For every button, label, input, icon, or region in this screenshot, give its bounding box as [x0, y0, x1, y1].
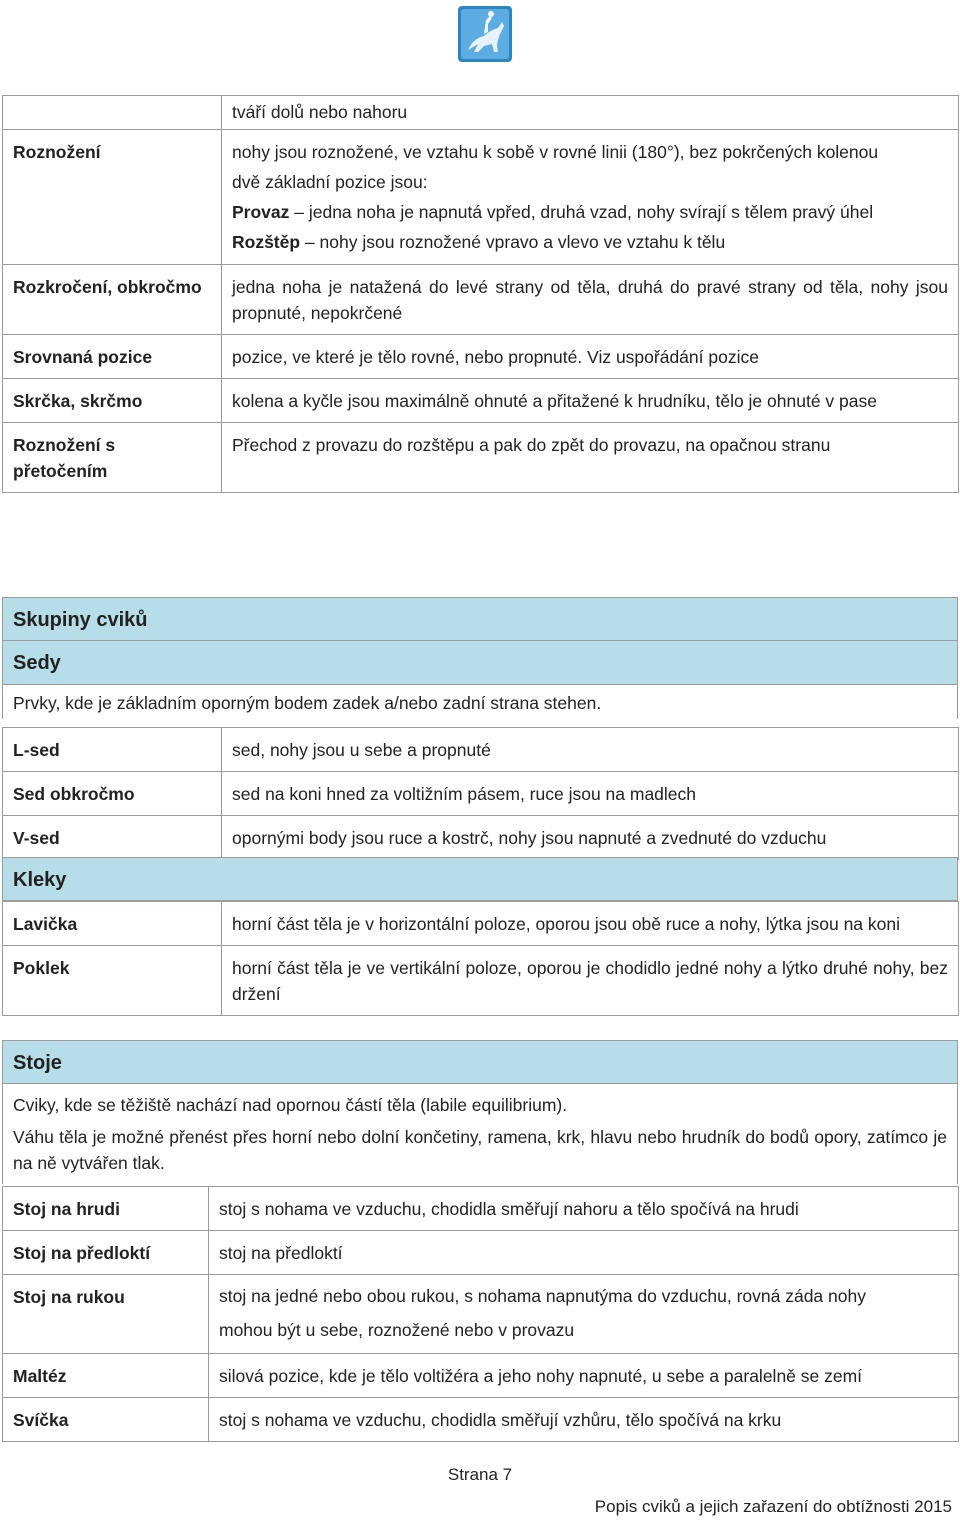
row-label: Roznožení s přetočením — [3, 423, 222, 493]
table-row — [3, 96, 959, 130]
table-row — [3, 772, 959, 816]
row-label: Poklek — [3, 946, 222, 1016]
kleky-heading-wrap — [2, 857, 958, 901]
row-description: nohy jsou roznožené, ve vztahu k sobě v rovné linii (180°), bez pokrčených kolenou dvě základní pozice jsou: Provaz – jedna noha je napnutá vpřed, druhá vzad, nohy svírají s tělem pravý úhel Rozštěp – nohy jsou roznožené vpravo a vlevo ve vztahu k tělu — [222, 130, 959, 265]
row-label — [3, 96, 222, 130]
table-row — [3, 946, 959, 1016]
row-description: kolena a kyčle jsou maximálně ohnuté a přitažené k hrudníku, tělo je ohnuté v pase — [222, 379, 959, 423]
row-label: Stoj na hrudi — [3, 1187, 209, 1231]
row-label: Lavička — [3, 902, 222, 946]
page-number: Strana 7 — [447, 1465, 513, 1484]
row-description: opornými body jsou ruce a kostrč, nohy jsou napnuté a zvednuté do vzduchu — [222, 816, 959, 860]
section-heading-kleky: Kleky — [2, 857, 958, 901]
table-row — [3, 265, 959, 335]
table-row — [3, 728, 959, 772]
row-label: V-sed — [3, 816, 222, 860]
row-label: Svíčka — [3, 1398, 209, 1442]
row-description: stoj s nohama ve vzduchu, chodidla směřují vzhůru, tělo spočívá na krku — [209, 1398, 959, 1442]
stoje-table — [2, 1186, 959, 1442]
row-description: sed na koni hned za voltižním pásem, ruce jsou na madlech — [222, 772, 959, 816]
row-description: horní část těla je ve vertikální poloze, oporou je chodidlo jedné nohy a lýtko druhé nohy, bez držení — [222, 946, 959, 1016]
section-heading-stoje: Stoje — [2, 1040, 958, 1084]
row-description: jedna noha je natažená do levé strany od těla, druhá do pravé strany od těla, nohy jsou propnuté, nepokrčené — [222, 265, 959, 335]
kleky-table — [2, 901, 959, 1016]
table-row — [3, 1354, 959, 1398]
table-row — [3, 1398, 959, 1442]
table-row — [3, 816, 959, 860]
row-description: silová pozice, kde je tělo voltižéra a jeho nohy napnuté, u sebe a paralelně se zemí — [209, 1354, 959, 1398]
positions-table — [2, 95, 959, 493]
table-row — [3, 1231, 959, 1275]
table-row — [3, 1187, 959, 1231]
table-row — [3, 130, 959, 265]
row-label: Rozkročení, obkročmo — [3, 265, 222, 335]
row-label: Maltéz — [3, 1354, 209, 1398]
stoje-section — [2, 1040, 958, 1184]
row-description: horní část těla je v horizontální poloze, oporou jsou obě ruce a nohy, lýtka jsou na koni — [222, 902, 959, 946]
row-description: Přechod z provazu do rozštěpu a pak do zpět do provazu, na opačnou stranu — [222, 423, 959, 493]
row-description: tváří dolů nebo nahoru — [222, 96, 959, 130]
sedy-intro: Prvky, kde je základním oporným bodem zadek a/nebo zadní strana stehen. — [2, 685, 958, 719]
row-description: stoj na jedné nebo obou rukou, s nohama napnutýma do vzduchu, rovná záda nohy mohou být u sebe, roznožené nebo v provazu — [209, 1275, 959, 1354]
table-row — [3, 1275, 959, 1354]
table-row — [3, 902, 959, 946]
row-label: Srovnaná pozice — [3, 335, 222, 379]
section-heading-skupiny: Skupiny cviků — [2, 597, 958, 641]
row-label: Stoj na předloktí — [3, 1231, 209, 1275]
page-footer: Popis cviků a jejich zařazení do obtížnosti 2015 — [594, 1497, 952, 1516]
table-row — [3, 423, 959, 493]
row-label: Roznožení — [3, 130, 222, 265]
row-description: stoj s nohama ve vzduchu, chodidla směřují nahoru a tělo spočívá na hrudi — [209, 1187, 959, 1231]
row-description: pozice, ve které je tělo rovné, nebo propnuté. Viz uspořádání pozice — [222, 335, 959, 379]
row-label: Stoj na rukou — [3, 1275, 209, 1354]
table-row — [3, 335, 959, 379]
vaulting-horse-logo-icon — [458, 6, 512, 62]
row-label: Sed obkročmo — [3, 772, 222, 816]
row-description: sed, nohy jsou u sebe a propnuté — [222, 728, 959, 772]
exercise-groups-section — [2, 597, 958, 719]
row-label: Skrčka, skrčmo — [3, 379, 222, 423]
table-row — [3, 379, 959, 423]
row-label: L-sed — [3, 728, 222, 772]
section-heading-sedy: Sedy — [2, 641, 958, 685]
stoje-intro: Cviky, kde se těžiště nachází nad opornou částí těla (labile equilibrium). Váhu těla je možné přenést přes horní nebo dolní končetiny, ramena, krk, hlavu nebo hrudník do bodů opory, zatímco je na ně vytvářen tlak. — [2, 1084, 958, 1184]
sedy-table — [2, 727, 959, 860]
row-description: stoj na předloktí — [209, 1231, 959, 1275]
